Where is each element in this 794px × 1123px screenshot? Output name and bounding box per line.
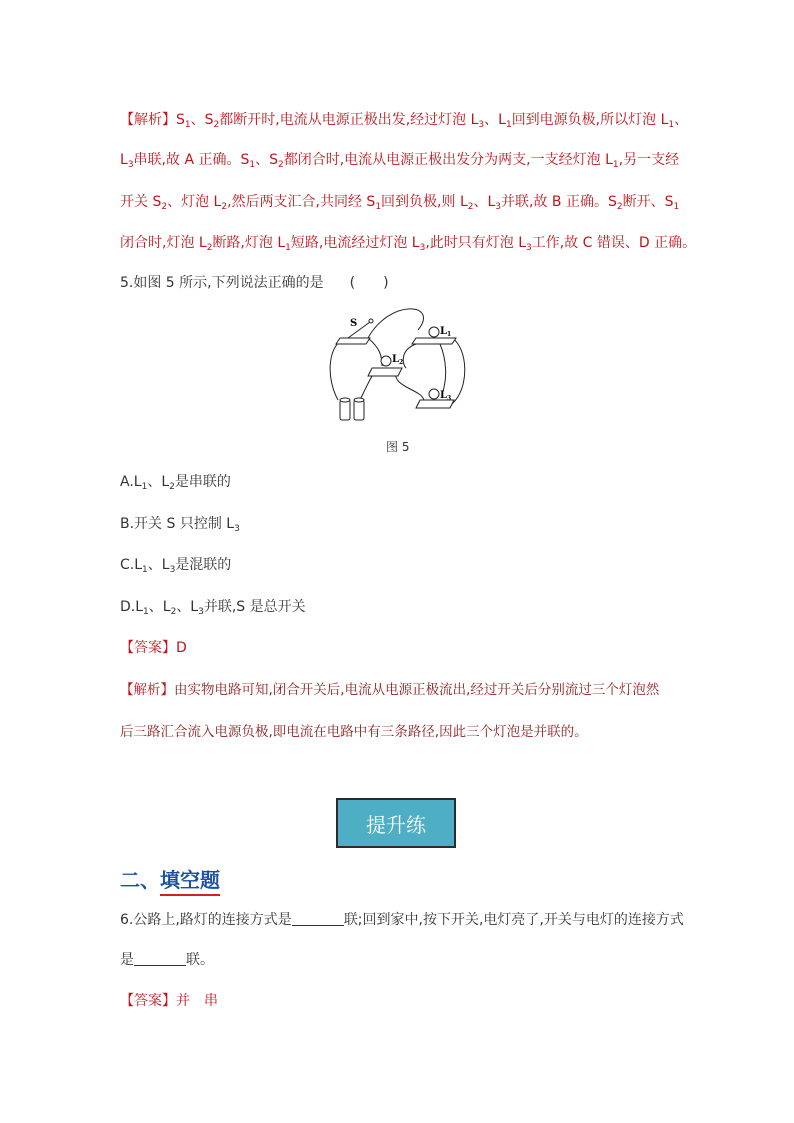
practice-badge: 提升练: [336, 798, 456, 848]
question-5-analysis-line-2: 后三路汇合流入电源负极,即电流在电路中有三条路径,因此三个灯泡是并联的。: [120, 724, 588, 740]
option-d: $D.L_1$、$L_2$、$L_3$并联,S 是总开关: [120, 599, 306, 617]
circuit-diagram: [320, 308, 470, 430]
answer-value: 并 串: [176, 993, 218, 1009]
option-b: B.开关 S 只控制 $L_3$: [120, 516, 240, 534]
wire: [403, 344, 416, 368]
analysis-tag: 【解析】: [120, 682, 174, 698]
analysis-1-line-2: $L_3$串联,故 A 正确。$S_1$、$S_2$都闭合时,电流从电源正极出发分为两支,一支经灯泡 $L_1$,另一支经: [120, 152, 680, 170]
question-5-answer: [120, 638, 187, 658]
question-6-line-1: 6.公路上,路灯的连接方式是 联;回到家中,按下开关,电灯亮了,开关与电灯的连接方式: [120, 912, 684, 928]
question-6-line-2: 是 联。: [120, 952, 214, 968]
wire: [368, 309, 423, 338]
answer-tag: 【答案】: [120, 640, 176, 656]
wire: [440, 344, 446, 394]
option-a: $A.L_1$、$L_2$是串联的: [120, 474, 231, 492]
battery: [340, 398, 364, 420]
answer-blank[interactable]: [134, 951, 186, 966]
analysis-1-line-4: 闭合时,灯泡 $L_2$断路,灯泡 $L_1$短路,电流经过灯泡 $L_3$,此时只有灯泡 $L_3$工作,故 C 错误、D 正确。: [120, 235, 697, 253]
answer-parentheses: ( ): [349, 275, 389, 291]
figure-caption: 图 5: [386, 440, 410, 454]
answer-tag: 【答案】: [120, 993, 176, 1009]
analysis-tag: 【解析】: [120, 112, 176, 128]
question-5-stem: 5.如图 5 所示,下列说法正确的是 ( ): [120, 275, 389, 291]
section-number: 二、: [120, 868, 160, 892]
section-title: 填空题: [160, 868, 220, 892]
question-5-analysis-line-1: 【解析】由实物电路可知,闭合开关后,电流从电源正极流出,经过开关后分别流过三个灯泡然: [120, 682, 660, 698]
wire: [452, 338, 465, 404]
answer-value: D: [176, 640, 187, 656]
wire: [368, 338, 382, 366]
svg-text:L2: $L_2$: [392, 354, 404, 366]
option-c: $C.L_1$、$L_3$是混联的: [120, 557, 232, 575]
svg-text:L1: $L_1$: [440, 326, 452, 338]
answer-blank[interactable]: [292, 911, 344, 926]
section-heading: [120, 864, 220, 893]
analysis-1-line-3: 开关 $S_2$、灯泡 $L_2$,然后两支汇合,共同经 $S_1$回到负极,则 $L_2$、$L_3$并联,故 B 正确。$S_2$断开、$S_1$: [120, 194, 680, 212]
svg-text:L3: $L_3$: [440, 390, 452, 402]
switch-label: S: [350, 318, 358, 329]
wire: [330, 340, 342, 400]
analysis-1-line-1: 【解析】$S_1$、$S_2$都断开时,电流从电源正极出发,经过灯泡 $L_3$、$L_1$回到电源负极,所以灯泡 $L_1$、: [120, 112, 689, 130]
question-6-answer: [120, 991, 218, 1011]
